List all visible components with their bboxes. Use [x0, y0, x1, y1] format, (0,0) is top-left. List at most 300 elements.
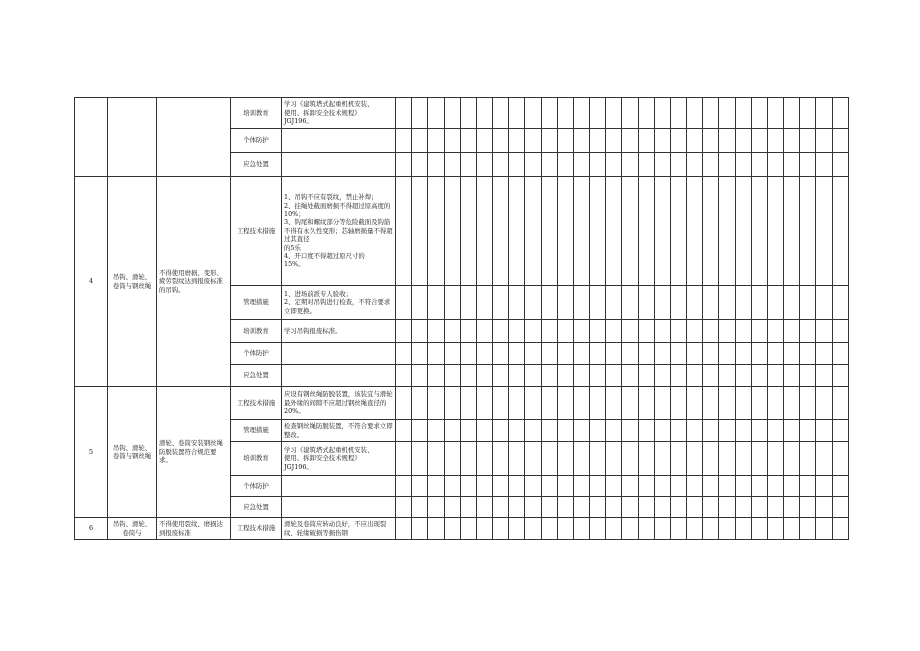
check-cell [493, 98, 509, 129]
check-cell [832, 98, 848, 129]
check-cell [654, 387, 670, 420]
check-cell [751, 442, 767, 476]
check-cell [719, 153, 735, 177]
check-cell [428, 365, 444, 387]
check-cell [800, 476, 816, 497]
check-cell [412, 387, 428, 420]
measure-type: 培训教育 [231, 320, 282, 343]
check-cell [493, 497, 509, 518]
check-cell [412, 286, 428, 320]
check-cell [800, 177, 816, 286]
check-cell [444, 129, 460, 153]
check-cell [606, 387, 622, 420]
check-cell [703, 286, 719, 320]
check-cell [476, 387, 492, 420]
check-cell [719, 129, 735, 153]
check-cell [428, 420, 444, 442]
check-cell [767, 442, 783, 476]
check-cell [444, 286, 460, 320]
check-cell [557, 497, 573, 518]
check-cell [687, 98, 703, 129]
check-cell [557, 518, 573, 540]
check-cell [654, 320, 670, 343]
check-cell [670, 476, 686, 497]
check-cell [590, 442, 606, 476]
measure-type: 个体防护 [231, 343, 282, 365]
item-number [75, 98, 108, 177]
check-cell [735, 497, 751, 518]
check-cell [444, 497, 460, 518]
check-cell [541, 442, 557, 476]
check-cell [784, 153, 800, 177]
check-cell [703, 98, 719, 129]
check-cell [703, 365, 719, 387]
check-cell [654, 343, 670, 365]
measure-type: 培训教育 [231, 442, 282, 476]
check-cell [428, 518, 444, 540]
check-cell [719, 420, 735, 442]
check-cell [654, 476, 670, 497]
check-cell [412, 476, 428, 497]
check-cell [735, 177, 751, 286]
check-cell [525, 476, 541, 497]
check-cell [460, 153, 476, 177]
check-cell [735, 153, 751, 177]
check-cell [751, 343, 767, 365]
check-cell [832, 387, 848, 420]
check-cell [396, 442, 412, 476]
check-cell [767, 387, 783, 420]
check-cell [412, 98, 428, 129]
check-cell [719, 518, 735, 540]
check-cell [525, 320, 541, 343]
check-cell [816, 153, 832, 177]
check-cell [525, 387, 541, 420]
check-cell [573, 442, 589, 476]
check-cell [590, 518, 606, 540]
check-cell [654, 497, 670, 518]
check-cell [573, 177, 589, 286]
check-cell [525, 420, 541, 442]
check-cell [460, 286, 476, 320]
check-cell [557, 177, 573, 286]
check-cell [428, 387, 444, 420]
check-cell [509, 98, 525, 129]
check-cell [460, 320, 476, 343]
check-cell [590, 177, 606, 286]
check-cell [735, 442, 751, 476]
check-cell [832, 153, 848, 177]
check-cell [460, 98, 476, 129]
measure-type: 个体防护 [231, 476, 282, 497]
check-cell [476, 476, 492, 497]
check-cell [444, 442, 460, 476]
check-cell [412, 497, 428, 518]
check-cell [751, 177, 767, 286]
check-cell [622, 320, 638, 343]
check-cell [590, 387, 606, 420]
check-cell [606, 343, 622, 365]
check-cell [687, 320, 703, 343]
measure-content [282, 129, 396, 153]
measure-content: 检查钢丝绳防脱装置，不符合要求立即整改。 [282, 420, 396, 442]
check-cell [525, 497, 541, 518]
check-cell [638, 387, 654, 420]
check-cell [590, 153, 606, 177]
check-cell [654, 98, 670, 129]
check-cell [703, 153, 719, 177]
check-cell [396, 286, 412, 320]
check-cell [800, 442, 816, 476]
measure-type: 工程技术措施 [231, 518, 282, 540]
check-cell [800, 153, 816, 177]
check-cell [428, 177, 444, 286]
check-cell [590, 420, 606, 442]
check-cell [703, 129, 719, 153]
check-cell [428, 476, 444, 497]
check-cell [428, 343, 444, 365]
check-cell [670, 177, 686, 286]
check-cell [654, 518, 670, 540]
measure-content [282, 153, 396, 177]
check-cell [525, 98, 541, 129]
check-cell [509, 476, 525, 497]
measure-content: 学习吊钩报废标准。 [282, 320, 396, 343]
check-cell [541, 177, 557, 286]
check-cell [460, 518, 476, 540]
check-cell [606, 420, 622, 442]
check-cell [525, 343, 541, 365]
check-cell [767, 343, 783, 365]
check-cell [590, 497, 606, 518]
check-cell [703, 343, 719, 365]
check-cell [687, 442, 703, 476]
check-cell [800, 343, 816, 365]
check-cell [703, 387, 719, 420]
check-cell [735, 387, 751, 420]
check-cell [703, 497, 719, 518]
check-cell [444, 320, 460, 343]
measure-type: 培训教育 [231, 98, 282, 129]
check-cell [590, 365, 606, 387]
check-cell [444, 518, 460, 540]
check-cell [703, 320, 719, 343]
measure-type: 工程技术措施 [231, 387, 282, 420]
check-cell [557, 320, 573, 343]
measure-content: 应设有钢丝绳防脱装置，该装宜与滑轮最外缘的间隙不应超过钢丝绳直径的20%。 [282, 387, 396, 420]
check-cell [638, 343, 654, 365]
check-cell [428, 286, 444, 320]
check-cell [816, 420, 832, 442]
check-cell [784, 343, 800, 365]
check-cell [476, 365, 492, 387]
check-cell [670, 365, 686, 387]
check-cell [654, 420, 670, 442]
check-cell [573, 286, 589, 320]
measure-content: 1、进场前派专人验收； 2、定期对吊钩进行检查，不符合要求立即更换。 [282, 286, 396, 320]
check-cell [606, 476, 622, 497]
check-cell [735, 320, 751, 343]
check-cell [800, 518, 816, 540]
check-cell [638, 420, 654, 442]
check-cell [670, 98, 686, 129]
check-cell [509, 420, 525, 442]
check-cell [703, 518, 719, 540]
check-cell [767, 177, 783, 286]
check-cell [557, 286, 573, 320]
check-cell [590, 98, 606, 129]
check-cell [654, 177, 670, 286]
check-cell [784, 98, 800, 129]
check-cell [638, 98, 654, 129]
check-cell [460, 343, 476, 365]
check-cell [493, 476, 509, 497]
check-cell [573, 365, 589, 387]
measure-type: 管理措施 [231, 286, 282, 320]
check-cell [719, 476, 735, 497]
check-cell [428, 320, 444, 343]
check-cell [719, 177, 735, 286]
check-cell [541, 518, 557, 540]
check-cell [460, 420, 476, 442]
check-cell [816, 320, 832, 343]
check-cell [638, 153, 654, 177]
check-cell [751, 387, 767, 420]
check-cell [573, 129, 589, 153]
check-cell [703, 177, 719, 286]
check-cell [784, 420, 800, 442]
check-cell [606, 320, 622, 343]
check-cell [767, 98, 783, 129]
check-cell [784, 177, 800, 286]
hazard-source-name: 吊钩、滑轮、卷筒与钢丝绳 [108, 177, 157, 387]
hazard-description: 滑轮、卷筒安装钢丝绳防脱装置符合规范要求。 [157, 387, 231, 518]
check-cell [784, 365, 800, 387]
check-cell [444, 177, 460, 286]
check-cell [557, 98, 573, 129]
check-cell [622, 365, 638, 387]
check-cell [670, 153, 686, 177]
check-cell [832, 476, 848, 497]
check-cell [654, 365, 670, 387]
check-cell [800, 387, 816, 420]
check-cell [800, 365, 816, 387]
check-cell [476, 129, 492, 153]
check-cell [687, 343, 703, 365]
check-cell [719, 365, 735, 387]
check-cell [476, 420, 492, 442]
check-cell [444, 365, 460, 387]
check-cell [622, 420, 638, 442]
check-cell [606, 497, 622, 518]
item-number: 6 [75, 518, 108, 540]
check-cell [573, 497, 589, 518]
check-cell [509, 320, 525, 343]
check-cell [493, 153, 509, 177]
check-cell [509, 153, 525, 177]
check-cell [412, 365, 428, 387]
check-cell [396, 476, 412, 497]
check-cell [460, 442, 476, 476]
check-cell [444, 343, 460, 365]
check-cell [687, 387, 703, 420]
check-cell [396, 365, 412, 387]
check-cell [525, 286, 541, 320]
check-cell [622, 153, 638, 177]
check-cell [670, 320, 686, 343]
check-cell [751, 518, 767, 540]
check-cell [687, 497, 703, 518]
check-cell [606, 286, 622, 320]
hazard-source-name [108, 98, 157, 177]
check-cell [816, 177, 832, 286]
check-cell [509, 497, 525, 518]
check-cell [832, 442, 848, 476]
check-cell [460, 365, 476, 387]
check-cell [541, 387, 557, 420]
hazard-source-name: 吊钩、滑轮、卷筒与 [108, 518, 157, 540]
check-cell [493, 177, 509, 286]
check-cell [767, 365, 783, 387]
check-cell [784, 387, 800, 420]
check-cell [493, 343, 509, 365]
check-cell [444, 476, 460, 497]
check-cell [557, 476, 573, 497]
check-cell [396, 420, 412, 442]
check-cell [719, 497, 735, 518]
check-cell [476, 320, 492, 343]
check-cell [670, 129, 686, 153]
check-cell [476, 98, 492, 129]
check-cell [622, 497, 638, 518]
check-cell [428, 442, 444, 476]
check-cell [573, 153, 589, 177]
check-cell [832, 343, 848, 365]
check-cell [687, 518, 703, 540]
table-row [75, 518, 849, 540]
check-cell [832, 497, 848, 518]
check-cell [509, 343, 525, 365]
check-cell [396, 177, 412, 286]
check-cell [396, 387, 412, 420]
hazard-description: 不得使用裂纹、磨损达到报废标准 [157, 518, 231, 540]
check-cell [654, 153, 670, 177]
check-cell [509, 177, 525, 286]
check-cell [541, 320, 557, 343]
check-cell [784, 497, 800, 518]
check-cell [541, 365, 557, 387]
check-cell [573, 420, 589, 442]
check-cell [573, 476, 589, 497]
check-cell [622, 177, 638, 286]
check-cell [800, 420, 816, 442]
check-cell [800, 497, 816, 518]
check-cell [606, 442, 622, 476]
check-cell [396, 153, 412, 177]
check-cell [784, 442, 800, 476]
check-cell [606, 153, 622, 177]
check-cell [573, 387, 589, 420]
check-cell [557, 420, 573, 442]
check-cell [719, 98, 735, 129]
check-cell [670, 518, 686, 540]
measure-content [282, 343, 396, 365]
check-cell [606, 129, 622, 153]
check-cell [428, 98, 444, 129]
check-cell [493, 365, 509, 387]
check-cell [767, 420, 783, 442]
check-cell [525, 153, 541, 177]
check-cell [412, 129, 428, 153]
measure-type: 工程技术措施 [231, 177, 282, 286]
hazard-description: 不得使用磨损、变形、疲劳裂纹达到报废标准的吊钩。 [157, 177, 231, 387]
check-cell [541, 98, 557, 129]
check-cell [557, 365, 573, 387]
check-cell [444, 98, 460, 129]
check-cell [396, 320, 412, 343]
check-cell [541, 286, 557, 320]
check-cell [703, 420, 719, 442]
measure-content: 1、吊钩不应有裂纹，禁止补焊； 2、挂绳处截面磨损不得超过原高度的10%； 3、钩尾和螺纹部分等危险截面及钩筋不得有永久性变形；芯轴磨损量不得超过其直径 的5乐 4、开口度不得超过原尺寸的 15%。 [282, 177, 396, 286]
check-cell [832, 365, 848, 387]
check-cell [541, 129, 557, 153]
check-cell [460, 177, 476, 286]
check-cell [751, 476, 767, 497]
check-cell [670, 387, 686, 420]
hazard-description [157, 98, 231, 177]
check-cell [396, 343, 412, 365]
check-cell [816, 286, 832, 320]
check-cell [719, 387, 735, 420]
check-cell [816, 98, 832, 129]
check-cell [606, 177, 622, 286]
check-cell [816, 518, 832, 540]
check-cell [525, 177, 541, 286]
check-cell [606, 518, 622, 540]
check-cell [719, 286, 735, 320]
hazard-source-name: 吊钩、滑轮、卷筒与钢丝绳 [108, 387, 157, 518]
check-cell [816, 387, 832, 420]
check-cell [557, 343, 573, 365]
check-cell [428, 129, 444, 153]
check-cell [670, 286, 686, 320]
check-cell [622, 129, 638, 153]
check-cell [816, 365, 832, 387]
check-cell [493, 320, 509, 343]
check-cell [638, 320, 654, 343]
check-cell [735, 286, 751, 320]
check-cell [751, 420, 767, 442]
check-cell [735, 129, 751, 153]
check-cell [541, 153, 557, 177]
measure-type: 个体防护 [231, 129, 282, 153]
measure-type: 应急处置 [231, 497, 282, 518]
check-cell [444, 387, 460, 420]
check-cell [493, 420, 509, 442]
check-cell [525, 129, 541, 153]
check-cell [767, 286, 783, 320]
check-cell [509, 387, 525, 420]
check-cell [541, 497, 557, 518]
check-cell [816, 129, 832, 153]
check-cell [816, 442, 832, 476]
check-cell [735, 365, 751, 387]
check-cell [638, 177, 654, 286]
check-cell [460, 476, 476, 497]
check-cell [800, 320, 816, 343]
measure-type: 应急处置 [231, 365, 282, 387]
check-cell [622, 476, 638, 497]
